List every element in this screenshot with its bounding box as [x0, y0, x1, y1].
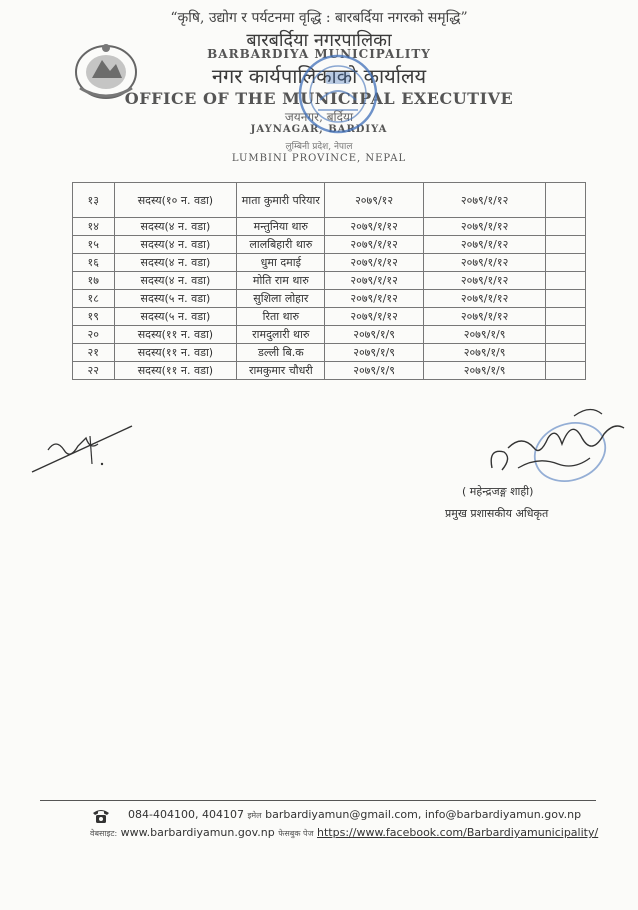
- member-name-cell: लालबिहारी थारु: [237, 236, 325, 254]
- member-name-cell: रिता थारु: [237, 308, 325, 326]
- serial-cell: १४: [73, 218, 115, 236]
- table-row: [73, 326, 586, 344]
- table-row: [73, 236, 586, 254]
- province-np: लुम्बिनी प्रदेश, नेपाल: [285, 142, 353, 152]
- serial-cell: १७: [73, 272, 115, 290]
- date-cell: २०७९/१/९: [325, 362, 423, 380]
- remark-cell: [546, 308, 586, 326]
- serial-cell: २०: [73, 326, 115, 344]
- municipality-name-en: BARBARDIYA MUNICIPALITY: [207, 47, 431, 61]
- province-en: LUMBINI PROVINCE, NEPAL: [231, 153, 407, 164]
- signer-title: प्रमुख प्रशासकीय अधिकृत: [445, 507, 549, 520]
- post-cell: सदस्य(५ न. वडा): [114, 308, 237, 326]
- date-cell: २०७९/१/९: [423, 362, 546, 380]
- remark-cell: [546, 272, 586, 290]
- date-cell: २०७९/१/१२: [325, 308, 423, 326]
- footer-email-label: इमेल: [247, 811, 262, 820]
- place-en: JAYNAGAR, BARDIYA: [250, 124, 388, 135]
- serial-cell: २२: [73, 362, 115, 380]
- date-cell: २०७९/१/१२: [423, 272, 546, 290]
- footer-contact: [128, 808, 581, 821]
- footer-facebook-label: फेसबुक पेज: [278, 829, 314, 838]
- municipality-name-np: बारबर्दिया नगरपालिका: [246, 30, 392, 51]
- right-signature-with-stamp: [478, 398, 628, 490]
- date-cell: २०७९/१/९: [325, 344, 423, 362]
- remark-cell: [546, 290, 586, 308]
- member-name-cell: डल्ली बि.क: [237, 344, 325, 362]
- remark-cell: [546, 236, 586, 254]
- post-cell: सदस्य(५ न. वडा): [114, 290, 237, 308]
- remark-cell: [546, 254, 586, 272]
- date-cell: २०७९/१/१२: [325, 254, 423, 272]
- date-cell: २०७९/१२: [325, 183, 423, 218]
- member-name-cell: मोति राम थारु: [237, 272, 325, 290]
- table-row: [73, 308, 586, 326]
- member-name-cell: मन्तुनिया थारु: [237, 218, 325, 236]
- table-row: [73, 218, 586, 236]
- motto: “कृषि, उद्योग र पर्यटनमा वृद्धि : बारबर्दिया नगरको समृद्धि”: [170, 10, 468, 26]
- post-cell: सदस्य(४ न. वडा): [114, 254, 237, 272]
- table-row: [73, 344, 586, 362]
- member-name-cell: धुमा दमाई: [237, 254, 325, 272]
- member-table-body: [73, 183, 586, 380]
- footer-email[interactable]: barbardiyamun@gmail.com, info@barbardiyamun.gov.np: [265, 808, 582, 821]
- post-cell: सदस्य(४ न. वडा): [114, 272, 237, 290]
- post-cell: सदस्य(१० न. वडा): [114, 183, 237, 218]
- footer-phone: 084-404100, 404107: [128, 808, 244, 821]
- serial-cell: १५: [73, 236, 115, 254]
- remark-cell: [546, 183, 586, 218]
- date-cell: २०७९/१/१२: [325, 290, 423, 308]
- date-cell: २०७९/१/९: [325, 326, 423, 344]
- left-signature: [28, 420, 138, 480]
- member-name-cell: सुशिला लोहार: [237, 290, 325, 308]
- footer-divider: [40, 800, 596, 801]
- date-cell: २०७९/१/१२: [325, 272, 423, 290]
- date-cell: २०७९/१/१२: [423, 236, 546, 254]
- phone-icon: [92, 808, 110, 824]
- footer-web: [90, 826, 598, 839]
- footer-facebook-link[interactable]: https://www.facebook.com/Barbardiyamunicipality/: [317, 826, 599, 839]
- date-cell: २०७९/१/१२: [423, 308, 546, 326]
- place-np: जयनगर, बर्दिया: [284, 110, 354, 124]
- date-cell: २०७९/१/१२: [325, 236, 423, 254]
- member-name-cell: रामदुलारी थारु: [237, 326, 325, 344]
- date-cell: २०७९/१/१२: [423, 290, 546, 308]
- post-cell: सदस्य(४ न. वडा): [114, 218, 237, 236]
- table-row: [73, 362, 586, 380]
- date-cell: २०७९/१/९: [423, 326, 546, 344]
- signer-name: ( महेन्द्रजङ्ग शाही): [462, 485, 534, 498]
- remark-cell: [546, 218, 586, 236]
- footer-web-label: वेबसाइट:: [90, 829, 118, 838]
- office-name-np: नगर कार्यपालिकाको कार्यालय: [211, 64, 427, 88]
- footer-website[interactable]: www.barbardiyamun.gov.np: [120, 826, 275, 839]
- remark-cell: [546, 344, 586, 362]
- serial-cell: १८: [73, 290, 115, 308]
- remark-cell: [546, 326, 586, 344]
- date-cell: २०७९/१/१२: [423, 183, 546, 218]
- serial-cell: १३: [73, 183, 115, 218]
- post-cell: सदस्य(११ न. वडा): [114, 344, 237, 362]
- date-cell: २०७९/१/१२: [423, 254, 546, 272]
- serial-cell: २१: [73, 344, 115, 362]
- member-name-cell: रामकुमार चौधरी: [237, 362, 325, 380]
- municipality-seal-icon: [296, 52, 380, 136]
- member-table: [72, 182, 586, 380]
- table-row: [73, 290, 586, 308]
- member-name-cell: माता कुमारी परियार: [237, 183, 325, 218]
- serial-cell: १९: [73, 308, 115, 326]
- table-row: [73, 254, 586, 272]
- date-cell: २०७९/१/१२: [423, 218, 546, 236]
- remark-cell: [546, 362, 586, 380]
- date-cell: २०७९/१/१२: [325, 218, 423, 236]
- post-cell: सदस्य(११ न. वडा): [114, 362, 237, 380]
- post-cell: सदस्य(११ न. वडा): [114, 326, 237, 344]
- post-cell: सदस्य(४ न. वडा): [114, 236, 237, 254]
- table-row: [73, 183, 586, 218]
- date-cell: २०७९/१/९: [423, 344, 546, 362]
- serial-cell: १६: [73, 254, 115, 272]
- table-row: [73, 272, 586, 290]
- office-name-en: OFFICE OF THE MUNICIPAL EXECUTIVE: [124, 89, 514, 108]
